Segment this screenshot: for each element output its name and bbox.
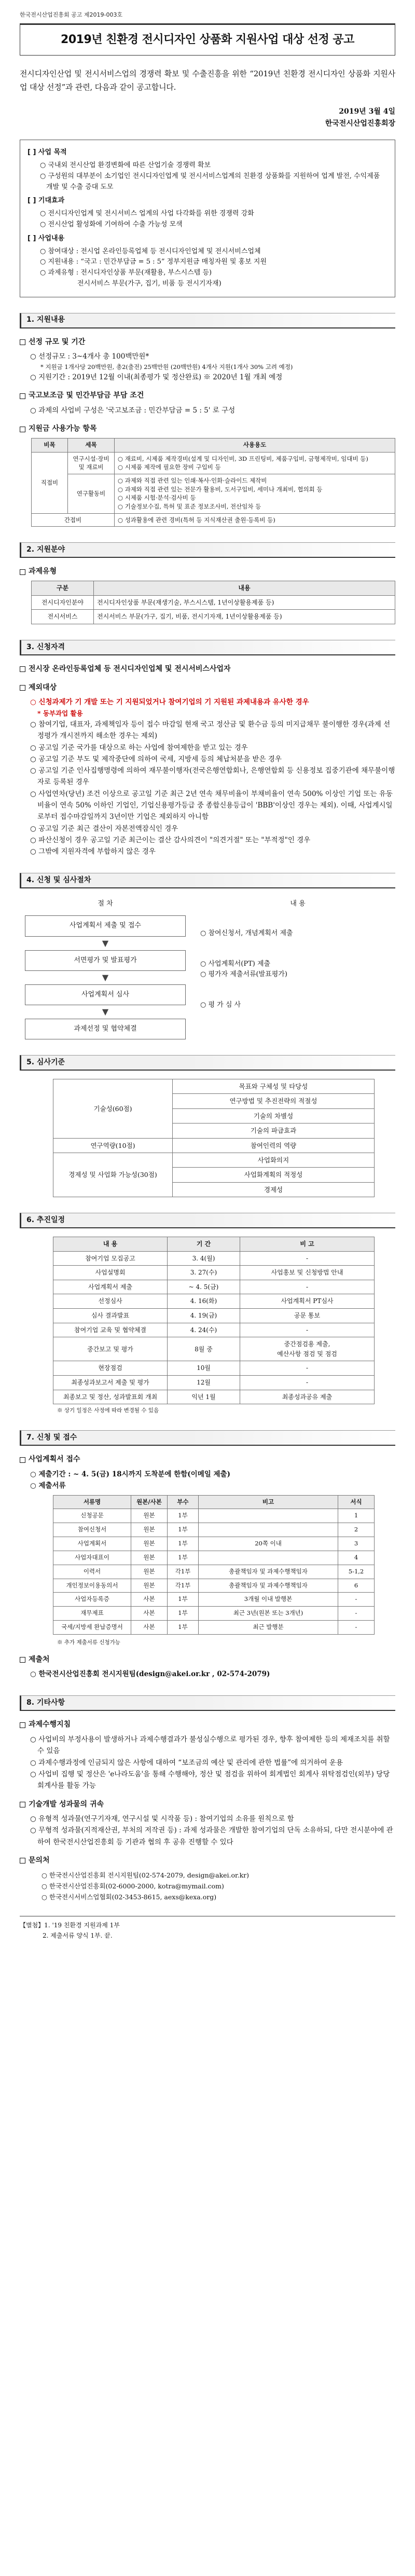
table-row [53, 1607, 375, 1621]
document-cell: 3개월 이내 발행본 [199, 1593, 338, 1607]
guideline-item: ○ 사업비 집행 및 정산은 'e나라도움'을 통해 수행해야, 정산 및 점검을 위하여 회계법인 회계사 위탁점검인(외부) 당당회계사를 활동 가능 [30, 1770, 390, 1790]
square-bullet-icon [20, 1722, 25, 1728]
address-heading-text: 제출처 [29, 1655, 50, 1664]
scale-item: ○ 선정규모 : 3~4개사 총 100백만원* [30, 352, 149, 361]
arrow-down-icon: ▼ [102, 972, 109, 982]
section-5-bar: 5. 심사기준 [20, 1055, 395, 1071]
table-row [53, 1079, 375, 1094]
exclusion-heading [20, 682, 395, 694]
schedule-cell: 8월 중 [168, 1337, 240, 1361]
document-cell: 사본 [131, 1593, 168, 1607]
exclusion-item: ○ 사업연차(당년) 조건 이상으로 공고일 기준 최근 2년 연속 채무비율이 부채비율이 연속 500% 이상인 기업 또는 유동비율이 연속 50% 이하인 기업인, 기업신용평가등급 중 종합신용등급이 'BBB'이상인 경우는 제외). 이때, 사업계시일로부터 접수마감일까지 3년이만 기업은 제외하지 아니함 [30, 789, 393, 821]
scale-note: * 지원금 1개사당 20백만원, 총2(출전) 25백만원 (20백만원) 4개사 지원(1개사 30% 고려 예정) [40, 363, 293, 371]
square-bullet-icon [20, 1457, 25, 1463]
document-cell: 개인정보이용동의서 [53, 1579, 131, 1593]
schedule-cell: 3. 27(수) [168, 1266, 240, 1280]
procedure-col-header: 절 차 [98, 900, 113, 908]
section-1-bar: 1. 지원내용 [20, 313, 395, 328]
procedure-step: 과제선정 및 협약체결 [25, 1019, 186, 1039]
square-bullet-icon [20, 666, 25, 672]
document-cell: 1부 [168, 1537, 199, 1551]
procedure-steps [20, 897, 191, 1039]
procedure-step: 사업계획서 제출 및 접수 [25, 915, 186, 936]
documents-col-header: 비고 [199, 1495, 338, 1509]
summary-effect-head: [ ] 기대효과 [27, 197, 65, 205]
schedule-cell: 사업설명회 [53, 1266, 168, 1280]
summary-effect-item: ○ 전시디자인업계 및 전시서비스 업계의 사업 다각화를 위한 경쟁력 강화 [40, 210, 254, 218]
exclusion-item: ○ 공고일 기준 인사집행명령에 의하여 재무불이행자(전국은행연합회나, 은행연합회 등 신용정보 집중기관에 채무불이행자로 등록된 경우 [30, 766, 395, 787]
scale-heading-text: 선정 규모 및 기간 [29, 337, 86, 346]
schedule-cell: 공문 통보 [240, 1309, 375, 1323]
schedule-cell: 최종성과보고서 제출 및 평가 [53, 1375, 168, 1390]
kind-col-header: 내용 [94, 581, 395, 596]
schedule-cell: - [240, 1323, 375, 1337]
usage-cell: 연구활동비 [68, 474, 115, 514]
ownership-item: ○ 무형적 성과물(지적재산권, 부처의 저작권 등) : 과제 성과물은 개발한 참여기업의 단독 소유하되, 다만 전시분야에 관하여 한국전시산업진흥회 등 기관과 협의 후 공유 진행할 수 있다 [30, 1826, 393, 1846]
document-cell: 1부 [168, 1523, 199, 1537]
kind-cell: 전시서비스 부문(가구, 집기, 비품, 전시기자재, 1년이상활용제품 등) [94, 610, 395, 624]
schedule-cell: 최종성과공유 제출 [240, 1390, 375, 1404]
schedule-cell: 4. 19(금) [168, 1309, 240, 1323]
eval-category: 경제성 및 사업화 가능성(30점) [53, 1153, 173, 1197]
table-row [53, 1153, 375, 1167]
schedule-cell: 익년 1월 [168, 1390, 240, 1404]
schedule-cell: - [240, 1375, 375, 1390]
procedure-detail: ○ 사업계획서(PT) 제출 ○ 평가자 제출서류(발표평가) [200, 960, 287, 978]
eligibility-heading [20, 664, 395, 675]
eval-category: 기술성(60점) [53, 1079, 173, 1139]
documents-col-header: 서식 [338, 1495, 375, 1509]
document-cell: 1부 [168, 1593, 199, 1607]
match-heading [20, 390, 395, 402]
document-cell: 5-1,2 [338, 1565, 375, 1579]
eval-criterion: 기술의 차별성 [173, 1108, 375, 1123]
page-title: 2019년 친환경 전시디자인 상품화 지원사업 대상 선정 공고 [61, 33, 354, 47]
square-bullet-icon [20, 427, 25, 432]
document-cell: 재무제표 [53, 1607, 131, 1621]
table-row [53, 1138, 375, 1153]
contact-line: ○ 한국전시산업진흥회(02-6000-2000, kotra@mymail.com) [42, 1882, 224, 1890]
table-row [53, 1280, 375, 1294]
schedule-cell: 사업계획서 제출 [53, 1280, 168, 1294]
scale-item: ○ 지원기간 : 2019년 12월 이내(최종평가 및 정산완료) ※ 2020년 1월 개최 예정 [30, 373, 283, 381]
procedure-details [200, 897, 395, 1039]
exclusion-item: ○ 파산신청이 경우 공고일 기준 최근이는 결산 감사의견이 "의견거절" 또는 "부적정"인 경우 [30, 835, 311, 844]
eval-criterion: 참여인력의 역량 [173, 1138, 375, 1153]
exclusion-item: ○ 참여기업, 대표자, 과제책임자 등이 접수 마감일 현재 국고 정산금 및 환수금 등의 미지급채무 불이행한 경우(과제 선정평가 개시전까지 해소한 경우는 제외) [30, 720, 391, 741]
schedule-cell: 12월 [168, 1375, 240, 1390]
title-box [20, 23, 395, 56]
procedure-step: 사업계획서 심사 [25, 984, 186, 1005]
documents-col-header: 부수 [168, 1495, 199, 1509]
schedule-col-header: 비 고 [240, 1237, 375, 1252]
kind-heading-text: 과제유형 [29, 567, 57, 576]
documents-table [53, 1495, 375, 1635]
summary-purpose-head: [ ] 사업 목적 [27, 148, 67, 157]
procedure-detail: ○ 평 가 심 사 [200, 1001, 241, 1009]
table-row [53, 1523, 375, 1537]
match-heading-text: 국고보조금 및 민간부담금 부담 조건 [29, 391, 144, 400]
guideline-item: ○ 사업비의 부정사용이 발생하거나 과제수행결과가 불성실수행으로 평가된 경우, 향후 참여제한 등의 제재조치를 취할 수 있음 [30, 1735, 390, 1756]
document-cell: 1부 [168, 1607, 199, 1621]
schedule-cell: 최종보고 및 정산, 성과발표회 개최 [53, 1390, 168, 1404]
document-cell: 최근 3년(원본 또는 3개년) [199, 1607, 338, 1621]
table-row [53, 1509, 375, 1523]
ownership-heading [20, 1799, 395, 1811]
documents-note: ※ 추가 제출서류 신청가능 [57, 1639, 120, 1646]
section-4-bar: 4. 신청 및 심사절차 [20, 873, 395, 888]
summary-content-head: [ ] 사업내용 [27, 234, 65, 242]
table-row [53, 1593, 375, 1607]
exclusion-item: ○ 공고일 기준 최근 결산이 자본전액잠식인 경우 [30, 824, 178, 833]
table-row [32, 610, 395, 624]
schedule-cell: - [240, 1251, 375, 1266]
summary-content-item: ○ 과제유형 : 전시디자인상품 부문(재활용, 부스시스템 등) [40, 269, 212, 277]
section-8-bar: 8. 기타사항 [20, 1695, 395, 1711]
section-2-bar: 2. 지원분야 [20, 542, 395, 558]
table-row [32, 474, 395, 514]
guideline-heading-text: 과제수행지침 [29, 1720, 71, 1729]
eval-criterion: 기술의 파급효과 [173, 1123, 375, 1138]
summary-purpose-item: ○ 구성원의 대부분이 소기업인 전시디자인업계 및 전시서비스업계의 친환경 상품화를 지원하여 업계 발전, 수익제품 개발 및 수출 증대 도모 [40, 172, 380, 191]
document-cell: 원본 [131, 1509, 168, 1523]
kind-cell: 전시디자인분야 [32, 595, 94, 610]
usage-cell: ○ 성과활용에 관련 경비(특허 등 지식재산권 출원·등록비 등) [115, 513, 395, 527]
document-cell: 원본 [131, 1551, 168, 1565]
contact-heading [20, 1855, 395, 1867]
table-row [53, 1537, 375, 1551]
schedule-cell: 10월 [168, 1361, 240, 1376]
usage-cell: 연구시설·장비 및 재료비 [68, 452, 115, 474]
document-cell: 국세/지방세 완납증명서 [53, 1620, 131, 1634]
summary-content-item: ○ 참여대상 : 전시업 온라인등록업체 등 전시디자인업체 및 전시서비스업체 [40, 247, 261, 255]
document-cell: 20쪽 이내 [199, 1537, 338, 1551]
submission-heading [20, 1454, 395, 1465]
eval-criterion: 목표와 구체성 및 타당성 [173, 1079, 375, 1094]
usage-heading-text: 지원금 사용가능 항목 [29, 424, 97, 433]
kind-heading [20, 566, 395, 578]
notice-date: 2019년 3월 4일 [339, 107, 395, 116]
section-3-bar: 3. 신청자격 [20, 640, 395, 655]
procedure-step: 서면평가 및 발표평가 [25, 950, 186, 971]
summary-purpose-item: ○ 국내외 전시산업 환경변화에 따른 산업기술 경쟁력 확보 [40, 161, 211, 170]
document-cell: 원본 [131, 1579, 168, 1593]
schedule-cell: 3. 4(월) [168, 1251, 240, 1266]
eval-criterion: 사업화의지 [173, 1153, 375, 1167]
schedule-cell: 중간점검용 제출, 예산사항 점검 및 점검 [240, 1337, 375, 1361]
schedule-cell: 사업계획서 PT심사 [240, 1294, 375, 1309]
schedule-cell: 4. 16(화) [168, 1294, 240, 1309]
summary-content-item: ○ 지원내용 : “국고 : 민간부담금 = 5 : 5” 정부지원금 매칭자원 및 홍보 지원 [40, 258, 267, 266]
eligibility-heading-text: 전시장 온라인등록업체 등 전시디자인업체 및 전시서비스사업자 [29, 664, 231, 673]
eval-criterion: 경제성 [173, 1182, 375, 1197]
document-cell: 각1부 [168, 1579, 199, 1593]
table-row [32, 513, 395, 527]
document-cell: - [338, 1593, 375, 1607]
summary-box [20, 140, 395, 297]
table-row [53, 1337, 375, 1361]
schedule-cell: 현장점검 [53, 1361, 168, 1376]
issuer-name: 한국전시산업진흥회장 [325, 119, 395, 128]
procedure-detail: ○ 참여신청서, 개념계획서 제출 [200, 929, 293, 937]
exclusion-item: ○ 신청과제가 기 개발 또는 기 지원되었거나 참여기업의 기 지원된 과제내용과 유사한 경우 [30, 698, 309, 707]
document-cell: 1부 [168, 1620, 199, 1634]
usage-cell: 직접비 [32, 452, 68, 513]
schedule-cell: 사업홍보 및 신청방법 안내 [240, 1266, 375, 1280]
documents-col-header: 원본/사본 [131, 1495, 168, 1509]
evaluation-table [53, 1079, 375, 1197]
section-6-bar: 6. 추진일정 [20, 1213, 395, 1228]
square-bullet-icon [20, 1858, 25, 1864]
document-cell: 사본 [131, 1620, 168, 1634]
guideline-heading [20, 1719, 395, 1731]
document-cell: 사업자대표이 [53, 1551, 131, 1565]
usage-heading [20, 423, 395, 435]
schedule-cell: ~ 4. 5(금) [168, 1280, 240, 1294]
schedule-cell: 4. 24(수) [168, 1323, 240, 1337]
usage-cell: 간접비 [32, 513, 115, 527]
kind-cell: 전시디자인상품 부문(재생기술, 부스시스템, 1년이상활용제품 등) [94, 595, 395, 610]
schedule-table [53, 1237, 375, 1404]
ownership-item: ○ 유형적 성과물(연구기자재, 연구시설 및 시작품 등) : 참여기업의 소유를 원칙으로 함 [30, 1815, 294, 1824]
table-row [32, 595, 395, 610]
table-row [53, 1390, 375, 1404]
schedule-cell: - [240, 1280, 375, 1294]
notice-number: 한국전시산업진흥회 공고 제2019-003호 [20, 11, 123, 18]
document-cell: 원본 [131, 1565, 168, 1579]
exclusion-item: ○ 공고일 기준 부도 및 제작중단에 의하여 국세, 지방세 등의 체납처분을 받은 경우 [30, 755, 282, 763]
table-row [53, 1551, 375, 1565]
issuer-block [20, 106, 395, 131]
document-cell: 각1부 [168, 1565, 199, 1579]
attachment-line: 2. 제출서류 양식 1부. 끝. [43, 1932, 113, 1940]
contact-heading-text: 문의처 [29, 1856, 50, 1865]
address-item: ○ 한국전시산업진흥회 전시지원팀(design@akei.or.kr , 02-574-2079) [30, 1670, 270, 1679]
document-cell: 1 [338, 1509, 375, 1523]
square-bullet-icon [20, 569, 25, 575]
square-bullet-icon [20, 1657, 25, 1663]
submission-heading-text: 사업계획서 접수 [29, 1455, 80, 1464]
submission-item: ○ 제출기간 : ~ 4. 5(금) 18시까지 도착분에 한함(이메일 제출) [30, 1470, 230, 1479]
submission-item: ○ 제출서류 [30, 1482, 66, 1490]
schedule-cell: - [240, 1361, 375, 1376]
table-row [53, 1565, 375, 1579]
summary-content-subitem: 전시서비스 부문(가구, 집기, 비품 등 전시기자재) [77, 280, 222, 287]
procedure-col-header: 내 용 [290, 900, 306, 908]
schedule-col-header: 내 용 [53, 1237, 168, 1252]
section-7-bar: 7. 신청 및 접수 [20, 1430, 395, 1446]
document-cell: 사업계획서 [53, 1537, 131, 1551]
document-cell: 총괄책임자 및 과제수행책임자 [199, 1579, 338, 1593]
document-cell [199, 1551, 338, 1565]
document-cell: 원본 [131, 1523, 168, 1537]
table-row [53, 1361, 375, 1376]
table-row [53, 1309, 375, 1323]
usage-col-header: 비목 [32, 438, 68, 452]
table-row [53, 1266, 375, 1280]
eval-criterion: 연구방법 및 추진전략의 적절성 [173, 1094, 375, 1108]
document-cell: 원본 [131, 1537, 168, 1551]
match-item: ○ 과제의 사업비 구성은 '국고보조금 : 민간부담금 = 5 : 5' 로 구성 [30, 406, 236, 415]
schedule-cell: 중간보고 및 평가 [53, 1337, 168, 1361]
contact-line: ○ 한국전시서비스업협회(02-3453-8615, aexs@kexa.org) [42, 1893, 217, 1901]
square-bullet-icon [20, 339, 25, 345]
document-cell [199, 1509, 338, 1523]
guideline-item: ○ 과제수행과정에 인금되지 않은 사항에 대하여 “보조금의 예산 및 관리에 관한 법률”에 의거하여 운용 [30, 1758, 343, 1767]
ownership-heading-text: 기술개발 성과물의 귀속 [29, 1800, 104, 1808]
usage-table [31, 438, 395, 527]
exclusion-item: ○ 그밖에 지원자격에 부합하지 않은 경우 [30, 847, 156, 856]
intro-paragraph: 전시디자인산업 및 전시서비스업의 경쟁력 확보 및 수출진흥을 위한 “2019년 친환경 전시디자인 상품화 지원사업 대상 선정”과 관련, 다음과 같이 공고합니다. [20, 69, 395, 92]
kind-col-header: 구분 [32, 581, 94, 596]
kind-table [31, 581, 395, 624]
square-bullet-icon [20, 393, 25, 399]
usage-col-header: 세목 [68, 438, 115, 452]
schedule-note: ※ 상기 일정은 사정에 따라 변경될 수 있음 [57, 1407, 159, 1414]
exclusion-note: * 동부과업 활용 [37, 709, 83, 717]
eval-category: 연구역량(10점) [53, 1138, 173, 1153]
table-row [53, 1579, 375, 1593]
attachments [20, 1916, 395, 1941]
summary-effect-item: ○ 전시산업 활성화에 기여하여 수출 가능성 모색 [40, 221, 183, 229]
arrow-down-icon: ▼ [102, 938, 109, 948]
table-row [53, 1294, 375, 1309]
document-cell: 최근 발행분 [199, 1620, 338, 1634]
document-cell: 1부 [168, 1551, 199, 1565]
schedule-cell: 참여기업 교육 및 협약체결 [53, 1323, 168, 1337]
arrow-down-icon: ▼ [102, 1006, 109, 1017]
document-cell: 4 [338, 1551, 375, 1565]
usage-cell: ○ 과제와 직접 관련 있는 인쇄·복사·인화·슬라이드 제작비 ○ 과제와 직접 관련 있는 전문가 활용비, 도서구입비, 세미나 개최비, 협의회 등 ○ 시제품 시험·분석·검사비 등 ○ 기술정보수집, 특허 및 표준 정보조사비, 전산임차 등 [115, 474, 395, 514]
schedule-cell: 심사 결과발표 [53, 1309, 168, 1323]
document-cell: 신청공문 [53, 1509, 131, 1523]
document-cell: 사본 [131, 1607, 168, 1621]
document-cell: 총괄책임자 및 과제수행책임자 [199, 1565, 338, 1579]
document-cell: 2 [338, 1523, 375, 1537]
usage-cell: ○ 재료비, 시제품 제작경비(설계 및 디자인비, 3D 프린팅비, 제품구입비, 금형제작비, 임대비 등) ○ 시제품 제작에 필요한 장비 구입비 등 [115, 452, 395, 474]
document-cell: 참여신청서 [53, 1523, 131, 1537]
document-cell: 3 [338, 1537, 375, 1551]
schedule-col-header: 기 간 [168, 1237, 240, 1252]
schedule-cell: 선정심사 [53, 1294, 168, 1309]
contact-line: ○ 한국전시산업진흥회 전시지원팀(02-574-2079, design@akei.or.kr) [42, 1871, 250, 1879]
square-bullet-icon [20, 1802, 25, 1807]
table-row [53, 1375, 375, 1390]
usage-col-header: 사용용도 [115, 438, 395, 452]
attachment-line: 【별첨】1. '19 친환경 지원과제 1부 [20, 1922, 120, 1929]
document-cell: 이력서 [53, 1565, 131, 1579]
table-row [32, 452, 395, 474]
document-cell [199, 1523, 338, 1537]
table-row [53, 1251, 375, 1266]
scale-heading [20, 337, 395, 348]
document-cell: - [338, 1620, 375, 1634]
kind-cell: 전시서비스 [32, 610, 94, 624]
exclusion-item: ○ 공고일 기준 국가를 대상으로 하는 사업에 참여제한을 받고 있는 경우 [30, 743, 248, 752]
schedule-cell: 참여기업 모집공고 [53, 1251, 168, 1266]
documents-col-header: 서류명 [53, 1495, 131, 1509]
procedure-flow [20, 897, 395, 1039]
eval-criterion: 사업화계획의 적정성 [173, 1168, 375, 1182]
document-cell: 1부 [168, 1509, 199, 1523]
table-row [53, 1323, 375, 1337]
table-row [53, 1620, 375, 1634]
exclusion-heading-text: 제외대상 [29, 683, 57, 692]
document-cell: 6 [338, 1579, 375, 1593]
square-bullet-icon [20, 685, 25, 691]
document-cell: - [338, 1607, 375, 1621]
document-cell: 사업자등록증 [53, 1593, 131, 1607]
address-heading [20, 1654, 395, 1666]
